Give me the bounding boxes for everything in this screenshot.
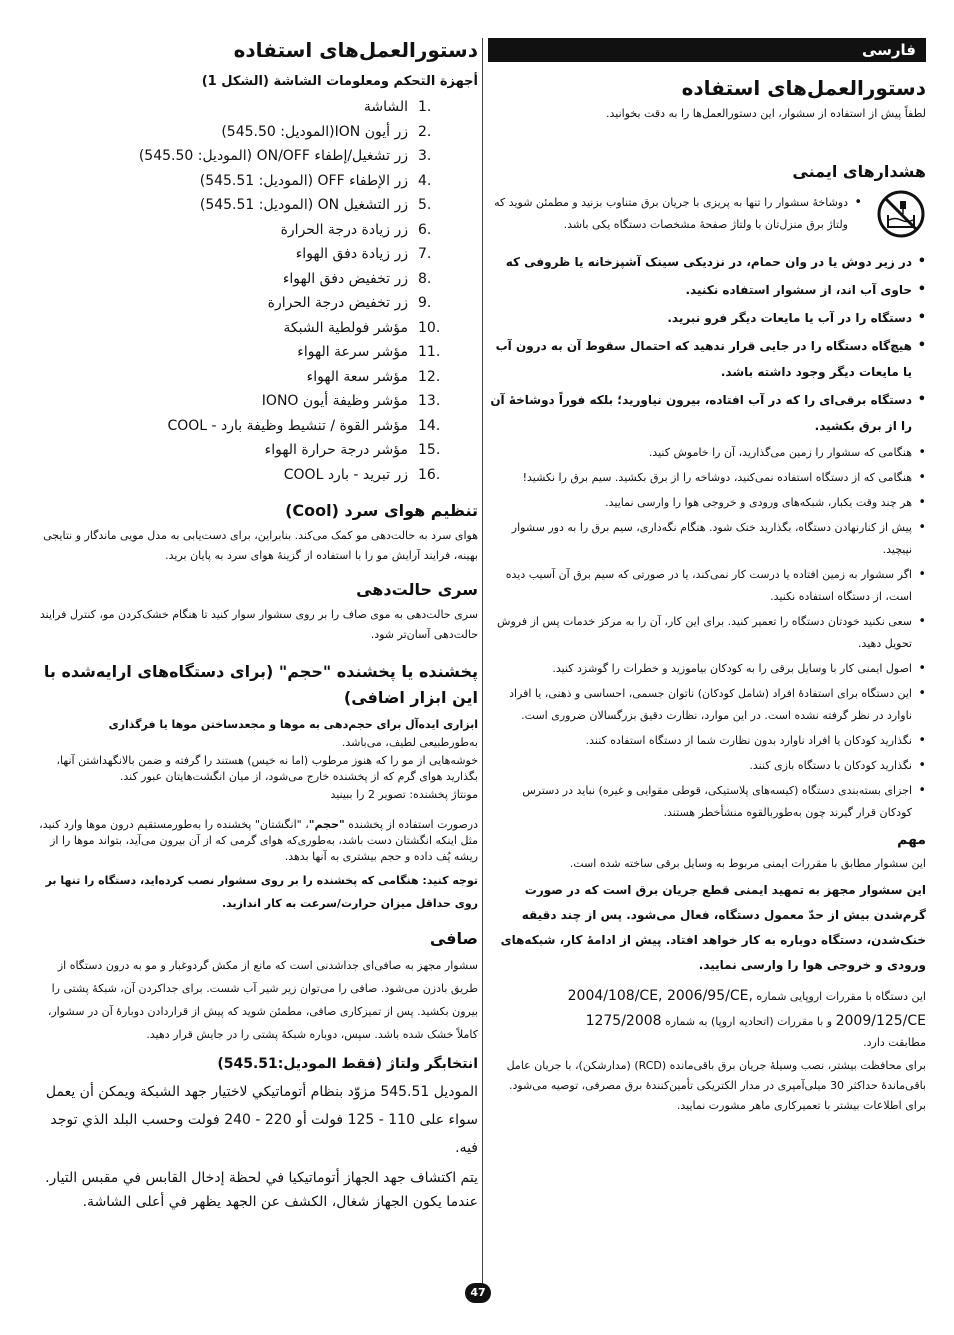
list-item bbox=[38, 414, 448, 439]
item-label: مؤشر سرعة الهواء bbox=[297, 344, 408, 360]
item-label: زر تخفيض دفق الهواء bbox=[282, 270, 408, 287]
list-item bbox=[38, 389, 448, 414]
cool-text: هوای سرد به حالت‌دهی مو کمک می‌کند. بنابراین، برای دست‌یابی به مدل مویی ماندگار و نتایجی بهینه، فرایند آرایش مو را با استفاده از گزینهٔ هوای سرد به پایان برید. bbox=[43, 529, 478, 562]
list-item: • اجزای بسته‌بندی دستگاه (کیسه‌های پلاستیکی، قوطی مقوایی و غیره) نباید در دسترس کودکان قرار گیرند چون به‌طوربالقوه منشأخطر هستند. bbox=[488, 780, 926, 824]
list-item: • هر چند وقت یکبار، شبکه‌های ورودی و خروجی هوا را وارسی نمایید. bbox=[488, 492, 926, 514]
list-item bbox=[38, 144, 448, 169]
ac-warning-list bbox=[488, 189, 862, 239]
item-number: 3. bbox=[418, 148, 432, 164]
item-number: 4. bbox=[418, 172, 432, 189]
item-number: 15. bbox=[418, 442, 441, 458]
item-number: 14. bbox=[418, 417, 441, 434]
item-number: 16. bbox=[418, 466, 441, 483]
item-label: مؤشر سعة الهواء bbox=[306, 368, 408, 385]
list-item: • اگر سشوار به زمین افتاده یا درست کار نمی‌کند، یا در صورتی که سیم برق آن آسیب دیده است، از دستگاه استفاده نکنید. bbox=[488, 564, 926, 608]
language-bar bbox=[488, 38, 926, 62]
item-number: 12. bbox=[418, 368, 441, 385]
item-label: زر زيادة درجة الحرارة bbox=[280, 221, 408, 238]
list-item: • در زیر دوش یا در وان حمام، در نزدیکی سینک آشپزخانه یا ظروفی که bbox=[488, 249, 926, 275]
ac-warning-item: • دوشاخهٔ سشوار را تنها به پریزی با جریان برق متناوب بزنید و مطمئن شوید که ولتاژ برق منزل‌تان با ولتاژ صفحهٔ مشخصات دستگاه یکی باشد. bbox=[488, 192, 862, 236]
list-item bbox=[38, 267, 448, 292]
item-label: زر الإطفاء OFF (الموديل: 545.51) bbox=[199, 172, 408, 189]
list-item bbox=[38, 463, 448, 488]
critical-warnings-list bbox=[488, 249, 926, 439]
item-label: زر تشغيل/إطفاء ON/OFF (الموديل: 545.50) bbox=[138, 148, 408, 164]
list-item: • دستگاه برقی‌ای را که در آب افتاده، بیرون نیاورید؛ بلکه فوراً دوشاخهٔ آن را از برق بکشید. bbox=[488, 387, 926, 439]
list-item: • حاوی آب اند، از سشوار استفاده نکنید. bbox=[488, 277, 926, 303]
directives-prefix: این دستگاه با مقررات اروپایی شماره bbox=[756, 990, 926, 1003]
list-item bbox=[38, 193, 448, 218]
item-number: 11. bbox=[418, 344, 441, 360]
item-label: مؤشر وظيفة أيون IONO bbox=[261, 393, 408, 409]
directive-codes-2: 2009/125/CE bbox=[835, 1013, 926, 1029]
voltage-selector-heading: انتخابگر ولتاژ (فقط الموديل:545.51) bbox=[217, 1056, 478, 1072]
item-label: مؤشر درجة حرارة الهواء bbox=[264, 442, 408, 458]
safety-heading: هشدارهای ایمنی bbox=[792, 162, 926, 181]
intro-text: لطفاً پیش از استفاده از سشوار، این دستورالعمل‌ها را به دقت بخوانید. bbox=[605, 107, 926, 120]
item-number: 10. bbox=[418, 319, 441, 336]
list-item bbox=[38, 242, 448, 267]
directives-regulation-text: و با مقررات (اتحادیه اروپا) به شماره bbox=[665, 1015, 833, 1028]
controls-list bbox=[38, 95, 478, 487]
directives-block bbox=[488, 984, 926, 1052]
list-item bbox=[38, 291, 448, 316]
volume-diffuser-text-a: درصورت استفاده از پخشنده bbox=[348, 818, 478, 831]
directives-line-1 bbox=[488, 984, 926, 1009]
list-item: • دستگاه را در آب یا مایعات دیگر فرو نبرید. bbox=[488, 305, 926, 331]
cool-heading: تنظیم هوای سرد (Cool) bbox=[285, 501, 478, 520]
column-divider bbox=[482, 38, 483, 1288]
item-label: مؤشر القوة / تنشيط وظيفة بارد - COOL bbox=[167, 417, 408, 434]
ac-warning-row bbox=[488, 189, 926, 239]
item-number: 5. bbox=[418, 197, 432, 213]
item-label: زر تبريد - بارد COOL bbox=[283, 466, 408, 483]
diffuser-assembly: مونتاژ پخشنده: تصویر 2 را ببینید bbox=[330, 788, 478, 801]
general-warnings-list bbox=[488, 442, 926, 824]
voltage-display-text: عندما يكون الجهاز شغال، الكشف عن الجهد يظهر في أعلى الشاشة. bbox=[82, 1194, 478, 1210]
language-label: فارسی bbox=[861, 41, 916, 59]
item-label: زر التشغيل ON (الموديل: 545.51) bbox=[199, 197, 408, 213]
left-column bbox=[38, 38, 478, 1214]
list-item bbox=[38, 120, 448, 145]
diffuser-intro: به‌طورطبیعی لطیف، می‌باشد. bbox=[341, 736, 478, 749]
list-item bbox=[38, 340, 448, 365]
item-label: مؤشر فولطية الشبكة bbox=[283, 319, 408, 336]
volume-diffuser-text bbox=[38, 817, 478, 865]
list-item: • این دستگاه برای استفادهٔ افراد (شامل کودکان) ناتوان جسمی، احساسی و ذهنی، یا افراد ناوارد در نظر گرفته نشده است. در این موارد، نظارت دقیق بزرگسالان ضروری است. bbox=[488, 683, 926, 727]
item-label: زر تخفيض درجة الحرارة bbox=[267, 295, 408, 311]
item-number: 6. bbox=[418, 221, 432, 238]
diffuser-intro-bold: ابزاری ایده‌آل برای حجم‌دهی به موها و مجعدساختن موها یا فرگذاری bbox=[108, 718, 478, 731]
important-heading: مهم bbox=[897, 832, 926, 848]
list-item: • پیش از کنارنهادن دستگاه، بگذارید خنک شود. هنگام نگه‌داری، سیم برق را به دور سشوار نپیچید. bbox=[488, 517, 926, 561]
thermal-cutout-text: این سشوار مجهز به تمهید ایمنی قطع جریان برق است که در صورت گرم‌شدن بیش از حدّ معمول دستگاه، فعال می‌شود. پس از چند دقیقه خنک‌شدن، دستگاه دوباره به کار خواهد افتاد. پیش از ادامهٔ کار، شبکه‌های ورودی و خروجی هوا را وارسی نمایید. bbox=[500, 883, 926, 972]
list-item: • نگذارید کودکان یا افراد ناوارد بدون نظارت شما از دستگاه استفاده کنند. bbox=[488, 730, 926, 752]
directives-line-2 bbox=[488, 1009, 926, 1034]
list-item: • هنگامی که از دستگاه استفاده نمی‌کنید، دوشاخه را از برق بکشید. سیم برق را نکشید! bbox=[488, 467, 926, 489]
important-text: این سشوار مطابق با مقررات ایمنی مربوط به وسایل برقی ساخته شده است. bbox=[569, 857, 926, 870]
item-number: 9. bbox=[418, 295, 432, 311]
styling-nozzle-text: سری حالت‌دهی به موی صاف را بر روی سشوار سوار کنید تا هنگام خشک‌کردن مو، کنترل فرایند حالت‌دهی آسان‌تر شود. bbox=[39, 608, 478, 641]
list-item: • سعی نکنید خودتان دستگاه را تعمیر کنید. برای این کار، آن را به مرکز خدمات پس از فروش تحویل دهید. bbox=[488, 611, 926, 655]
page-number-badge: 47 bbox=[465, 1283, 491, 1303]
directives-line-3: مطابقت دارد. bbox=[863, 1036, 926, 1049]
item-label: الشاشة bbox=[363, 99, 408, 115]
filter-heading: صافی bbox=[429, 929, 478, 948]
list-item: • اصول ایمنی کار با وسایل برقی را به کودکان بیاموزید و خطرات را گوشزد کنید. bbox=[488, 658, 926, 680]
regulation-number: 1275/2008 bbox=[585, 1013, 662, 1029]
diffuser-note: توجه کنید: هنگامی که پخشنده را بر روی سشوار نصب کرده‌اید، دستگاه را تنها بر روی حداقل میزان حرارت/سرعت به کار اندازید. bbox=[45, 874, 478, 910]
item-number: 2. bbox=[418, 123, 432, 140]
filter-text: سشوار مجهز به صافی‌ای جداشدنی است که مانع از مکش گردوغبار و مو به درون دستگاه از طریق بادزن می‌شود. صافی را می‌توان زیر شیر آب شست. برای جداکردن آن، شبکهٔ پشتی را بیرون بکشید. پس از تمیزکاری صافی، مطمئن شوید که پیش از قراردادن دوبارهٔ آن در سشوار، کاملاً خشک شده باشد. سپس، دوباره شبکهٔ پشتی را در جایش قرار دهید. bbox=[47, 959, 478, 1041]
left-title: دستورالعمل‌های استفاده bbox=[233, 38, 478, 62]
instructions-title: دستورالعمل‌های استفاده bbox=[681, 76, 926, 100]
directive-codes-1: 2004/108/CE, 2006/95/CE, bbox=[567, 988, 753, 1004]
list-item bbox=[38, 95, 448, 120]
list-item: • نگذارید کودکان با دستگاه بازی کنند. bbox=[488, 755, 926, 777]
rcd-text: برای محافظت بیشتر، نصب وسیلهٔ جریان برق باقی‌مانده (RCD) (مدارشکن)، با جریان عامل باقی‌ماندهٔ حداکثر 30 میلی‌آمپری در مدار الکتریکی تأمین‌کنندهٔ برق مصرفی، توصیه می‌شود. برای اطلاعات بیشتر با تعمیرکاری ماهر مشورت نمایید. bbox=[506, 1059, 926, 1112]
list-item: • هنگامی که سشوار را زمین می‌گذارید، آن را خاموش کنید. bbox=[488, 442, 926, 464]
list-item: • هیچ‌گاه دستگاه را در جایی قرار ندهید که احتمال سقوط آن به درون آب یا مایعات دیگر وجود داشته باشد. bbox=[488, 333, 926, 385]
list-item bbox=[38, 169, 448, 194]
item-label: زر زيادة دفق الهواء bbox=[295, 246, 408, 262]
item-label: زر أيون ION(الموديل: 545.50) bbox=[221, 123, 408, 140]
list-item bbox=[38, 218, 448, 243]
diffuser-usage: خوشه‌هایی از مو را که هنوز مرطوب (اما نه خیس) هستند را گرفته و ضمن بالانگهداشتن آنها، بگذارید هوای گرم که از پخشنده خارج می‌شود، از میان انگشت‌هایتان عبور کند. bbox=[56, 754, 478, 783]
item-number: 1. bbox=[418, 99, 432, 115]
item-number: 13. bbox=[418, 393, 441, 409]
list-item bbox=[38, 365, 448, 390]
volume-diffuser-text-b: "حجم" bbox=[308, 818, 345, 831]
voltage-auto-text: الموديل 545.51 مزوّد بنظام أتوماتيكي لاختيار جهد الشبكة ويمكن أن يعمل سواء على 110 - 125 فولت أو 220 - 240 فولت وحسب البلد الذي توجد فيه. bbox=[45, 1084, 478, 1156]
list-item bbox=[38, 316, 448, 341]
right-column bbox=[488, 38, 926, 1120]
diffuser-heading: پخشنده یا پخشنده "حجم" (برای دستگاه‌های ارایه‌شده با این ابزار اضافی) bbox=[43, 662, 478, 707]
list-item bbox=[38, 438, 448, 463]
controls-heading: أجهزة التحكم ومعلومات الشاشة (الشكل 1) bbox=[201, 74, 478, 89]
item-number: 8. bbox=[418, 270, 432, 287]
voltage-detection-text: يتم اكتشاف جهد الجهاز أتوماتيكيا في لحظة إدخال القابس في مقبس التيار. bbox=[45, 1170, 478, 1186]
item-number: 7. bbox=[418, 246, 432, 262]
styling-nozzle-heading: سری حالت‌دهی bbox=[356, 580, 478, 599]
no-water-warning-icon bbox=[876, 189, 926, 239]
volume-diffuser-text-c: ، "انگشتان" پخشنده را به‌طورمستقیم درون موها وارد کنید، مثل اینکه انگشتان دست باشد، به‌طوری‌که هوای گرمی که از آن بیرون می‌آید، بتواند موها را از ریشه پُف داده و حجم بیشتری به آنها بدهد. bbox=[39, 818, 478, 863]
